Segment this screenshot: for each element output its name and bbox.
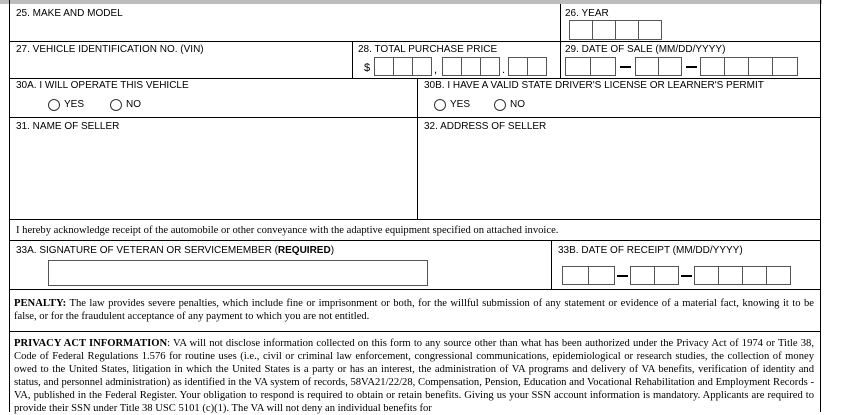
sale-month-box[interactable] bbox=[590, 57, 616, 76]
receipt-month-box[interactable] bbox=[562, 266, 589, 285]
year-label: 26. YEAR bbox=[565, 8, 609, 19]
sale-year-box[interactable] bbox=[748, 57, 773, 76]
name-of-seller-label: 31. NAME OF SELLER bbox=[16, 121, 120, 132]
privacy-heading: PRIVACY ACT INFORMATION bbox=[14, 338, 168, 349]
privacy-text: : VA will not disclose information collected on this form to any source other than what has been authorized under the Privacy Act of 1974 or Title 38, Code of Federal Regulations 1.576 for routine uses (i.e., civil or criminal law enforcement, congressional communications, epidemiological or research studies, the collection of money owed to the United States, litigation in which the United States is a party or has an interest, the administration of VA programs and delivery of VA benefits, verification of identity and status, and personnel administration) as identified in the VA system of records, 58VA21/22/28, Compensation, Pension, Education and Vocational Rehabilitation and Employment Records - VA, published in the Federal Register. Your obligation to respond is required to obtain or retain benefits. Giving us your SSN account information is mandatory. Applicants are required to provide their SSN under Title 38 USC 5101 (c)(1). The VA will not deny an individual benefits for bbox=[14, 338, 814, 414]
purchase-price-label: 28. TOTAL PURCHASE PRICE bbox=[358, 44, 498, 55]
divider bbox=[9, 240, 821, 241]
signature-input[interactable] bbox=[48, 260, 428, 286]
receipt-day-box[interactable] bbox=[654, 266, 679, 285]
date-separator bbox=[686, 66, 697, 68]
date-separator bbox=[620, 66, 631, 68]
divider bbox=[551, 240, 552, 290]
sale-day-box[interactable] bbox=[658, 57, 682, 76]
penalty-paragraph bbox=[14, 297, 814, 323]
penalty-text: The law provides severe penalties, which include fine or imprisonment or both, for the willful submission of any statement or evidence of a material fact, knowing it to be false, or for the fraudulent acceptance of any payment to which you are not entitled. bbox=[14, 298, 814, 322]
frame-right bbox=[820, 0, 821, 412]
divider bbox=[560, 41, 561, 79]
divider bbox=[417, 78, 418, 118]
receipt-day-box[interactable] bbox=[630, 266, 655, 285]
drivers-license-label: 30B. I HAVE A VALID STATE DRIVER'S LICENSE OR LEARNER'S PERMIT bbox=[424, 80, 764, 91]
date-of-receipt-label: 33B. DATE OF RECEIPT (MM/DD/YYYY) bbox=[558, 245, 743, 256]
date-separator bbox=[681, 275, 692, 277]
price-digit-box[interactable] bbox=[374, 57, 394, 76]
dollar-sign: $ bbox=[364, 62, 371, 74]
price-digit-box[interactable] bbox=[480, 57, 500, 76]
signature-label-suffix: ) bbox=[330, 245, 335, 256]
operate-yes-label: YES bbox=[64, 99, 85, 110]
year-digit-box[interactable] bbox=[592, 20, 616, 40]
divider bbox=[9, 78, 821, 79]
divider bbox=[352, 41, 353, 79]
make-model-label: 25. MAKE AND MODEL bbox=[16, 8, 123, 19]
price-digit-box[interactable] bbox=[393, 57, 413, 76]
year-digit-box[interactable] bbox=[638, 20, 662, 40]
vin-label: 27. VEHICLE IDENTIFICATION NO. (VIN) bbox=[16, 44, 204, 55]
year-digit-box[interactable] bbox=[569, 20, 593, 40]
price-digit-box[interactable] bbox=[461, 57, 481, 76]
operate-no-label: NO bbox=[126, 99, 141, 110]
sale-month-box[interactable] bbox=[565, 57, 591, 76]
year-digit-box[interactable] bbox=[615, 20, 639, 40]
decimal-point: . bbox=[502, 64, 506, 76]
date-separator bbox=[617, 275, 628, 277]
frame-left bbox=[9, 0, 10, 412]
license-yes-radio[interactable] bbox=[434, 99, 446, 111]
penalty-heading: PENALTY: bbox=[14, 298, 67, 309]
divider bbox=[9, 117, 821, 118]
license-yes-label: YES bbox=[450, 99, 471, 110]
thousands-comma: , bbox=[434, 64, 438, 76]
sale-year-box[interactable] bbox=[772, 57, 798, 76]
price-cents-box[interactable] bbox=[508, 57, 528, 76]
receipt-year-box[interactable] bbox=[718, 266, 743, 285]
operate-vehicle-label: 30A. I WILL OPERATE THIS VEHICLE bbox=[16, 80, 189, 91]
license-no-radio[interactable] bbox=[494, 99, 506, 111]
divider bbox=[560, 4, 561, 42]
receipt-month-box[interactable] bbox=[588, 266, 615, 285]
sale-year-box[interactable] bbox=[724, 57, 749, 76]
divider bbox=[9, 219, 821, 220]
signature-required: REQUIRED bbox=[277, 245, 331, 256]
operate-no-radio[interactable] bbox=[110, 99, 122, 111]
divider bbox=[9, 41, 821, 42]
date-of-sale-label: 29. DATE OF SALE (MM/DD/YYYY) bbox=[565, 44, 726, 55]
privacy-paragraph bbox=[14, 337, 814, 415]
divider bbox=[9, 289, 821, 290]
price-digit-box[interactable] bbox=[412, 57, 432, 76]
sale-year-box[interactable] bbox=[700, 57, 725, 76]
divider bbox=[9, 331, 821, 332]
price-cents-box[interactable] bbox=[527, 57, 547, 76]
acknowledgment-text: I hereby acknowledge receipt of the automobile or other conveyance with the adaptive equipment specified on attached invoice. bbox=[16, 225, 559, 236]
price-digit-box[interactable] bbox=[442, 57, 462, 76]
receipt-year-box[interactable] bbox=[742, 266, 767, 285]
receipt-year-box[interactable] bbox=[694, 266, 719, 285]
signature-label-prefix: 33A. SIGNATURE OF VETERAN OR SERVICEMEMBER ( bbox=[16, 245, 278, 256]
license-no-label: NO bbox=[510, 99, 525, 110]
divider bbox=[417, 117, 418, 220]
receipt-year-box[interactable] bbox=[766, 266, 791, 285]
sale-day-box[interactable] bbox=[635, 57, 659, 76]
operate-yes-radio[interactable] bbox=[48, 99, 60, 111]
header-band bbox=[0, 0, 822, 4]
signature-label bbox=[16, 245, 334, 257]
address-of-seller-label: 32. ADDRESS OF SELLER bbox=[424, 121, 547, 132]
